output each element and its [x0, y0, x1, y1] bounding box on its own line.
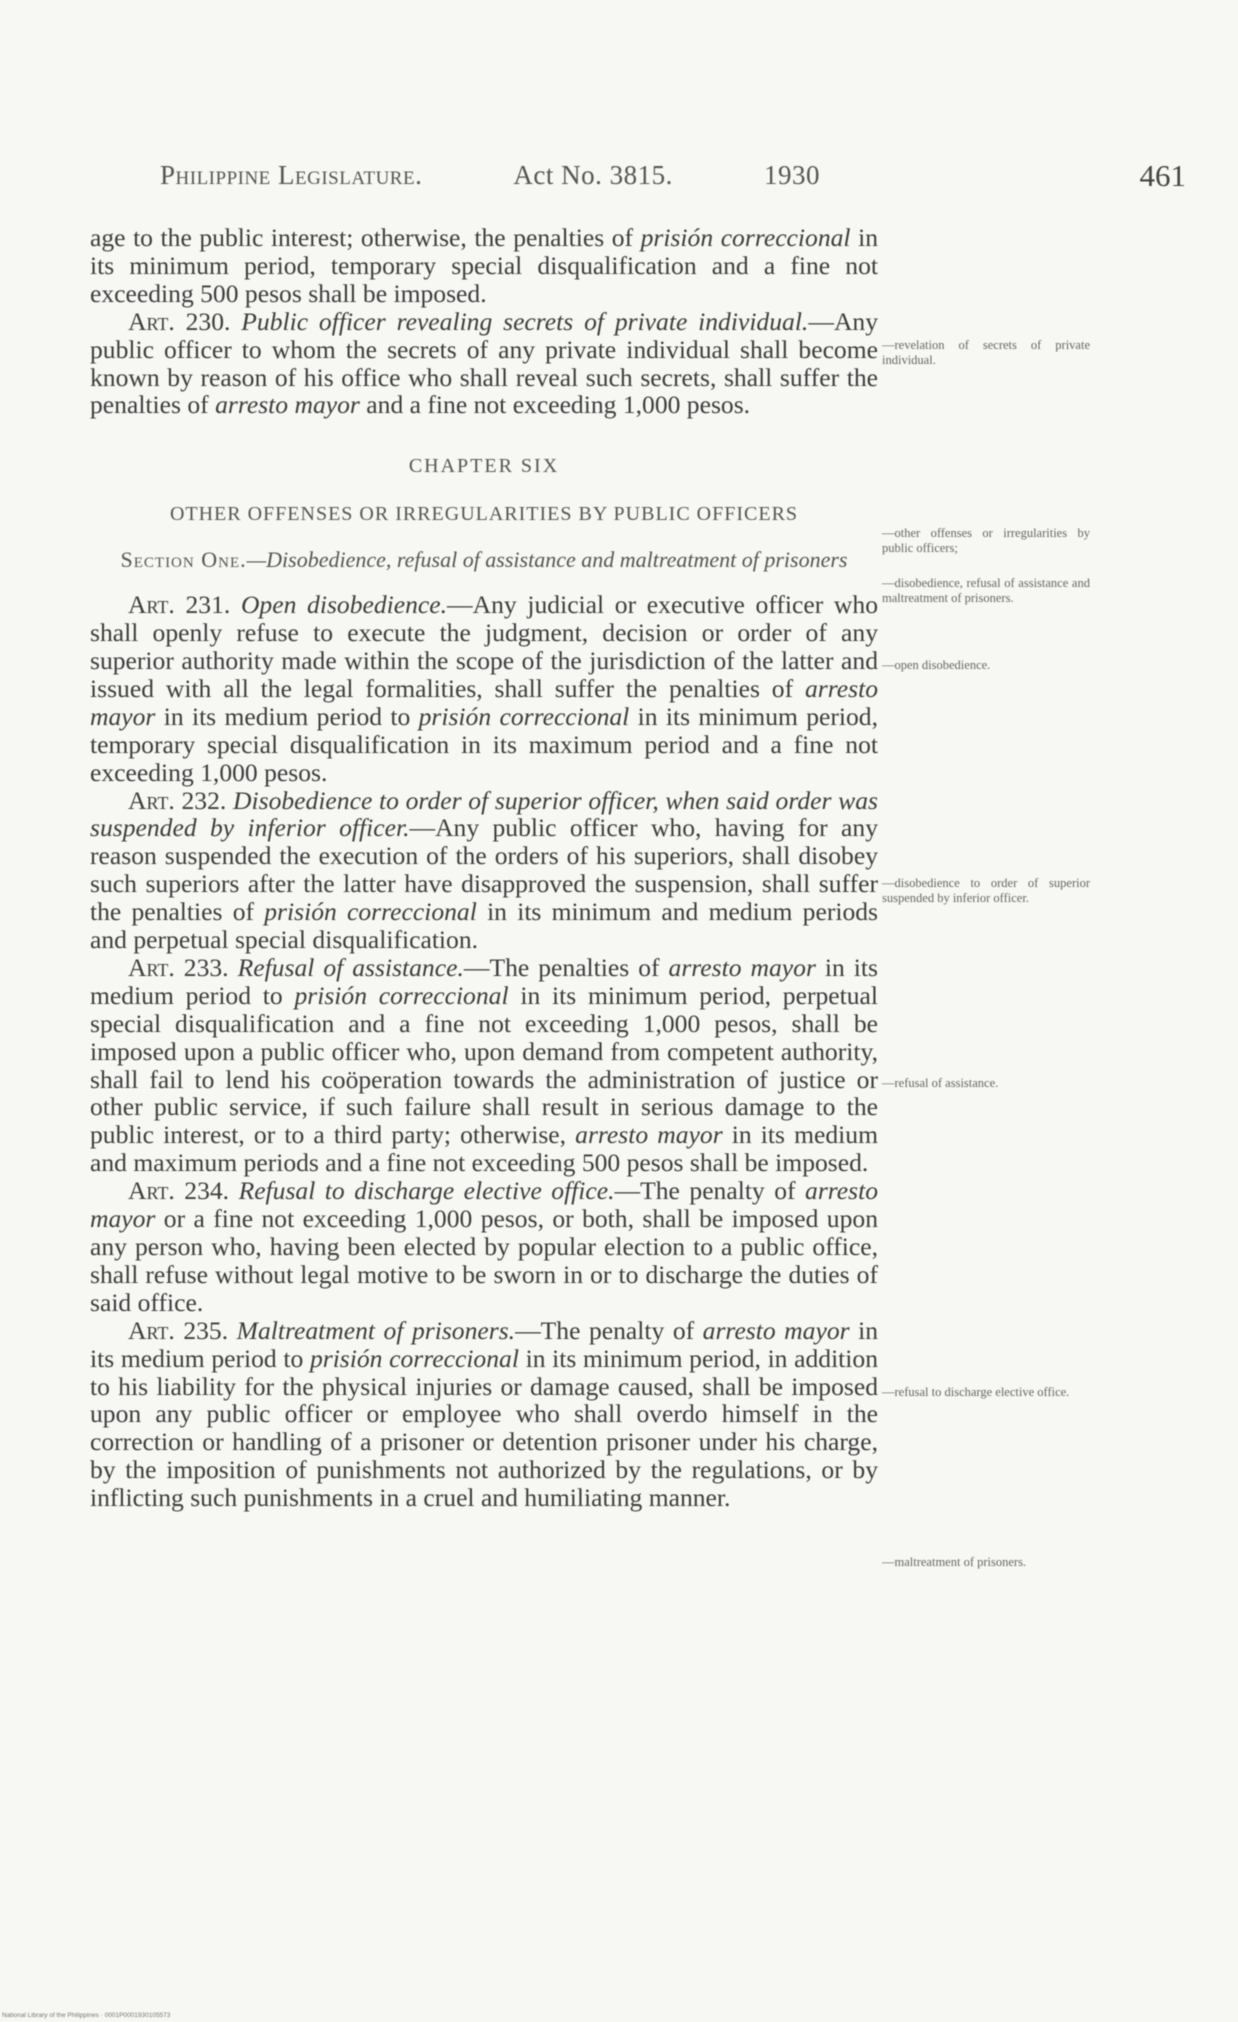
- article-234: [90, 1177, 878, 1317]
- marginal-note-refusal-elective: —refusal to discharge elective office.: [882, 1385, 1070, 1399]
- marginal-note-revelation: —revelation of secrets of private individual.: [882, 338, 1090, 367]
- article-label: Art. 232.: [128, 785, 234, 815]
- italic-term: arresto mayor: [702, 1315, 850, 1345]
- text-run: in its medium period to: [90, 952, 878, 1010]
- italic-term: prisión correccional: [640, 223, 851, 252]
- text-run: —Any public officer who, having for any reason suspended the execution of the orders of his superiors, shall disobey such superiors after the latter have disapproved the suspension, shall suffer the penalties of: [90, 813, 878, 927]
- scan-footer: National Library of the Philippines · 0001P0001930105573: [2, 2012, 171, 2019]
- section-title: —Disobedience, refusal of assistance and maltreatment of prisoners: [246, 547, 848, 573]
- section-label: Section One.: [120, 547, 247, 573]
- running-head: [160, 160, 820, 191]
- italic-term: arresto mayor: [668, 952, 816, 982]
- italic-term: prisión correccional: [264, 897, 477, 927]
- marginal-note-disobedience-refusal: —disobedience, refusal of assistance and maltreatment of prisoners.: [882, 576, 1090, 605]
- article-title: Refusal to discharge elective office.: [238, 1176, 615, 1206]
- article-title: Maltreatment of prisoners.: [236, 1315, 516, 1345]
- text-run: and a fine not exceeding 1,000 pesos.: [359, 390, 751, 420]
- text-run: —The penalty of: [614, 1176, 806, 1206]
- article-title: Open disobedience.: [240, 590, 448, 620]
- running-head-title: Philippine Legislature.: [160, 160, 423, 190]
- italic-term: arresto mayor: [215, 390, 360, 420]
- marginal-note-open-disobedience: —open disobedience.: [882, 658, 991, 672]
- page-number: 461: [1139, 158, 1186, 193]
- italic-term: prisión correccional: [309, 1343, 519, 1373]
- chapter-title: OTHER OFFENSES OR IRREGULARITIES BY PUBLIC OFFICERS: [169, 503, 799, 526]
- italic-term: arresto mayor: [90, 673, 878, 731]
- text-run: in its minimum period, temporary special disqualification in its maximum period and a fine not exceeding 1,000 pesos.: [90, 701, 878, 787]
- marginal-note-refusal-assistance: —refusal of assistance.: [882, 1076, 999, 1090]
- section-heading: [90, 547, 878, 573]
- article-233: [90, 954, 878, 1177]
- text-run: age to the public interest; otherwise, the penalties of: [90, 223, 641, 252]
- article-232: [90, 787, 878, 954]
- marginal-note-other-offenses: —other offenses or irregularities by public officers;: [882, 526, 1090, 555]
- running-head-act: Act No. 3815.: [513, 160, 673, 190]
- text-run: —The penalty of: [515, 1315, 703, 1345]
- article-label: Art. 231.: [128, 590, 241, 620]
- article-231: [90, 591, 878, 786]
- text-run: in its medium period to: [155, 701, 419, 731]
- italic-term: arresto mayor: [90, 1176, 879, 1234]
- article-title: Refusal of assistance.: [237, 952, 464, 982]
- text-run: in its minimum and medium periods and perpetual special disqualification.: [90, 897, 879, 955]
- marginal-note-disobedience-superior: —disobedience to order of superior suspended by inferior officer.: [882, 876, 1090, 905]
- marginal-note-maltreatment: —maltreatment of prisoners.: [882, 1555, 1027, 1569]
- article-label: Art. 235.: [128, 1315, 237, 1345]
- text-run: in its medium period to: [90, 1315, 879, 1373]
- text-run: or a fine not exceeding 1,000 pesos, or both, shall be imposed upon any person who, having been elected by popular election to a public office, shall refuse without legal motive to be sworn in or to discharge the duties of said office.: [90, 1204, 878, 1317]
- article-label: Art. 233.: [128, 952, 238, 982]
- article-label: Art. 234.: [128, 1176, 239, 1206]
- text-run: in its minimum period, temporary special disqualification and a fine not exceeding 500 pesos shall be imposed.: [90, 223, 878, 308]
- article-title: Public officer revealing secrets of private individual.: [241, 306, 809, 336]
- italic-term: arresto mayor: [575, 1120, 723, 1150]
- running-head-year: 1930: [764, 160, 820, 190]
- article-235: [90, 1317, 878, 1512]
- text-run: in its minimum period, perpetual special disqualification and a fine not exceeding 1,000 pesos, shall be imposed upon a public officer who, upon demand from competent authority, shall fail to lend his coöperation towards the administration of justice or other public service, if such failure shall result in serious damage to the public interest, or to a third party; otherwise,: [90, 980, 879, 1150]
- chapter-heading: CHAPTER SIX: [408, 455, 560, 478]
- text-run: —The penalties of: [463, 952, 669, 982]
- article-label: Art. 230.: [128, 306, 242, 336]
- text-run: —Any judicial or executive officer who shall openly refuse to execute the judgment, decision or order of any superior authority made within the scope of the jurisdiction of the latter and issued with all the legal formalities, shall suffer the penalties of: [90, 590, 878, 703]
- italic-term: prisión correccional: [294, 980, 509, 1010]
- text-run: in its medium and maximum periods and a fine not exceeding 500 pesos shall be imposed.: [90, 1120, 878, 1178]
- text-run: —Any public officer to whom the secrets of any private individual shall become known by reason of his office who shall reveal such secrets, shall suffer the penalties of: [90, 306, 879, 420]
- article-230: [90, 308, 878, 420]
- text-run: in its minimum period, in addition to his liability for the physical injuries or damage caused, shall be imposed upon any public officer or employee who shall overdo himself in the correction or handling of a prisoner or detention prisoner under his charge, by the imposition of punishments not authorized by the regulations, or by inflicting such punishments in a cruel and humiliating manner.: [90, 1343, 878, 1513]
- continued-paragraph: [90, 224, 878, 308]
- article-title: Disobedience to order of superior officer, when said order was suspended by inferior officer.: [90, 785, 878, 843]
- body-text: [90, 224, 878, 1512]
- italic-term: prisión correccional: [418, 701, 630, 731]
